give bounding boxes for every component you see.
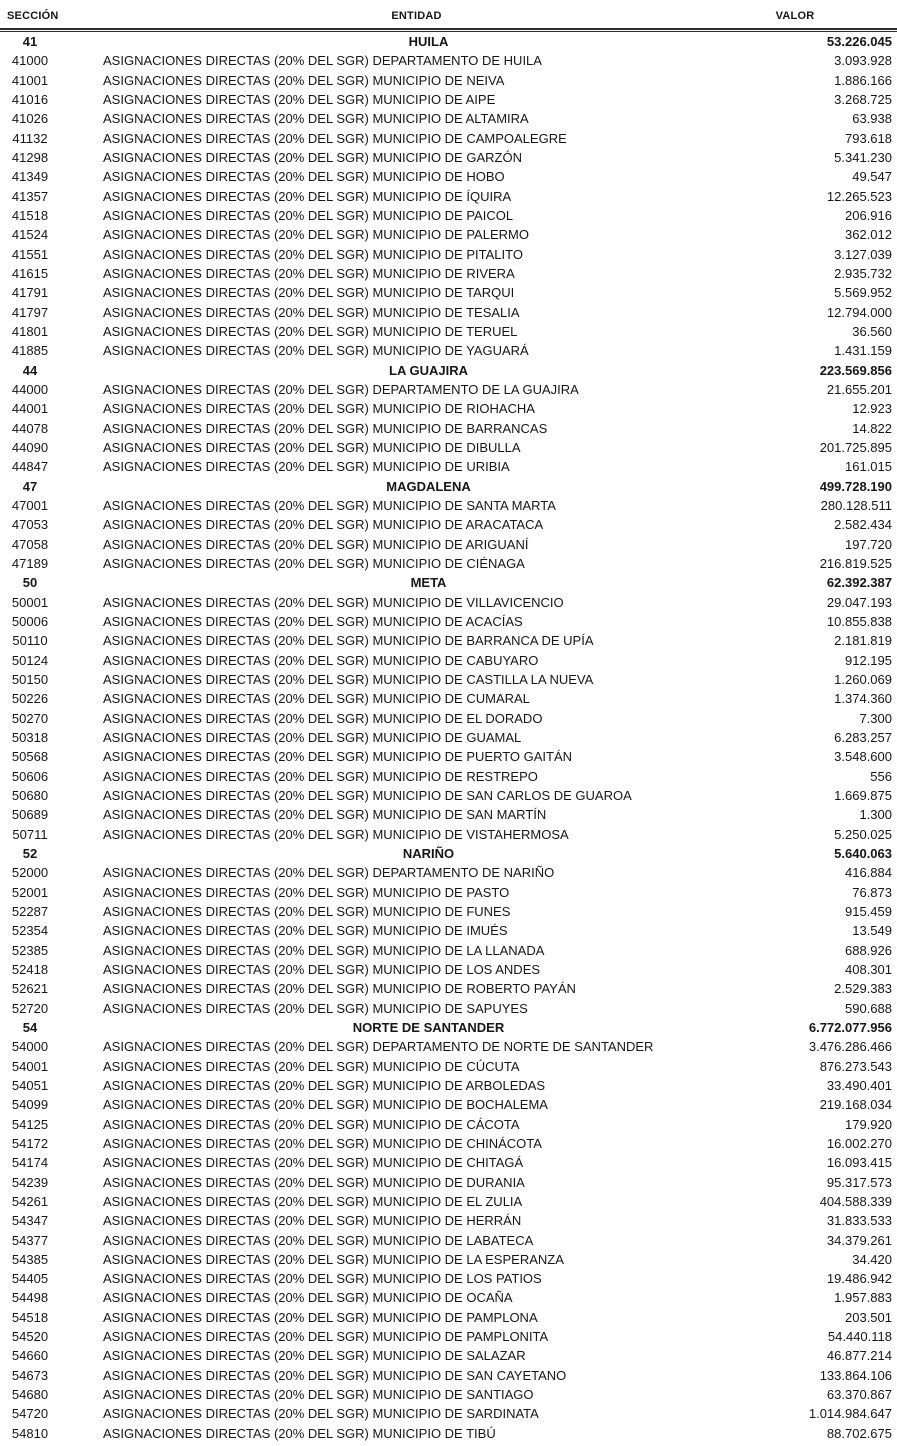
table-row <box>0 1230 897 1249</box>
cell-valor: 223.569.856 <box>819 362 892 378</box>
table-row <box>0 1288 897 1307</box>
table-row <box>0 1346 897 1365</box>
cell-seccion-code: 50150 <box>11 671 49 687</box>
cell-seccion-code: 50 <box>22 575 38 591</box>
table-row <box>0 940 897 959</box>
cell-seccion-code: 52354 <box>11 923 49 939</box>
cell-entidad: ASIGNACIONES DIRECTAS (20% DEL SGR) MUNICIPIO DE RIOHACHA <box>103 401 535 417</box>
cell-entidad: ASIGNACIONES DIRECTAS (20% DEL SGR) MUNICIPIO DE BOCHALEMA <box>103 1097 548 1113</box>
cell-entidad: ASIGNACIONES DIRECTAS (20% DEL SGR) MUNICIPIO DE PAICOL <box>103 208 514 224</box>
table-row <box>0 979 897 998</box>
cell-valor: 2.529.383 <box>834 981 892 997</box>
cell-entidad: ASIGNACIONES DIRECTAS (20% DEL SGR) MUNICIPIO DE HERRÁN <box>103 1213 522 1229</box>
table-row <box>0 1404 897 1423</box>
cell-seccion-code: 44847 <box>11 459 49 475</box>
cell-valor: 133.864.106 <box>819 1367 892 1383</box>
cell-entidad: ASIGNACIONES DIRECTAS (20% DEL SGR) MUNICIPIO DE SANTA MARTA <box>103 498 556 514</box>
cell-valor: 404.588.339 <box>819 1193 892 1209</box>
cell-entidad: ASIGNACIONES DIRECTAS (20% DEL SGR) MUNICIPIO DE SAPUYES <box>103 1000 528 1016</box>
table-row <box>0 612 897 631</box>
cell-valor: 3.476.286.466 <box>808 1039 892 1055</box>
table-row <box>0 1037 897 1056</box>
cell-entidad: ASIGNACIONES DIRECTAS (20% DEL SGR) MUNICIPIO DE AIPE <box>103 92 496 108</box>
cell-seccion-code: 54099 <box>11 1097 49 1113</box>
cell-entidad: ASIGNACIONES DIRECTAS (20% DEL SGR) MUNICIPIO DE CHINÁCOTA <box>103 1135 542 1151</box>
cell-seccion-code: 50689 <box>11 807 49 823</box>
table-row <box>0 438 897 457</box>
cell-entidad: ASIGNACIONES DIRECTAS (20% DEL SGR) MUNICIPIO DE PAMPLONITA <box>103 1329 549 1345</box>
cell-seccion-code: 50318 <box>11 729 49 745</box>
table-row-section-total <box>0 361 897 380</box>
cell-seccion-code: 50680 <box>11 787 49 803</box>
cell-seccion-code: 54 <box>22 1019 38 1035</box>
cell-entidad: ASIGNACIONES DIRECTAS (20% DEL SGR) MUNICIPIO DE CABUYARO <box>103 652 539 668</box>
cell-entidad: ASIGNACIONES DIRECTAS (20% DEL SGR) MUNICIPIO DE CHITAGÁ <box>103 1155 524 1171</box>
cell-seccion-code: 41791 <box>11 285 49 301</box>
cell-valor: 36.560 <box>852 324 892 340</box>
table-row <box>0 109 897 128</box>
cell-seccion-code: 50606 <box>11 768 49 784</box>
cell-seccion-code: 41551 <box>11 246 49 262</box>
table-row <box>0 670 897 689</box>
cell-valor: 161.015 <box>845 459 892 475</box>
table-row <box>0 593 897 612</box>
cell-valor: 14.822 <box>852 420 892 436</box>
cell-entidad: ASIGNACIONES DIRECTAS (20% DEL SGR) MUNICIPIO DE GUAMAL <box>103 729 522 745</box>
cell-entidad: ASIGNACIONES DIRECTAS (20% DEL SGR) DEPARTAMENTO DE NARIÑO <box>103 865 555 881</box>
cell-valor: 12.794.000 <box>826 304 892 320</box>
cell-seccion-code: 54347 <box>11 1213 49 1229</box>
cell-seccion-code: 44001 <box>11 401 49 417</box>
cell-valor: 33.490.401 <box>826 1077 892 1093</box>
table-row <box>0 863 897 882</box>
table-row <box>0 1114 897 1133</box>
table-row <box>0 651 897 670</box>
cell-entidad: ASIGNACIONES DIRECTAS (20% DEL SGR) MUNICIPIO DE ARBOLEDAS <box>103 1077 546 1093</box>
cell-entidad: ASIGNACIONES DIRECTAS (20% DEL SGR) MUNICIPIO DE HOBO <box>103 169 505 185</box>
cell-entidad: ASIGNACIONES DIRECTAS (20% DEL SGR) MUNICIPIO DE LOS PATIOS <box>103 1271 542 1287</box>
table-row <box>0 824 897 843</box>
cell-entidad: ASIGNACIONES DIRECTAS (20% DEL SGR) MUNICIPIO DE LABATECA <box>103 1232 534 1248</box>
table-row <box>0 167 897 186</box>
cell-entidad: ASIGNACIONES DIRECTAS (20% DEL SGR) MUNICIPIO DE EL DORADO <box>103 710 543 726</box>
cell-entidad: ASIGNACIONES DIRECTAS (20% DEL SGR) MUNICIPIO DE LA ESPERANZA <box>103 1251 564 1267</box>
table-row <box>0 1172 897 1191</box>
cell-seccion-code: 54174 <box>11 1155 49 1171</box>
cell-entidad: ASIGNACIONES DIRECTAS (20% DEL SGR) MUNICIPIO DE ROBERTO PAYÁN <box>103 981 576 997</box>
cell-valor: 793.618 <box>845 130 892 146</box>
cell-entidad: ASIGNACIONES DIRECTAS (20% DEL SGR) MUNICIPIO DE SAN MARTÍN <box>103 807 547 823</box>
cell-valor: 1.669.875 <box>834 787 892 803</box>
cell-valor: 362.012 <box>845 227 892 243</box>
table-row <box>0 341 897 360</box>
table-row <box>0 786 897 805</box>
cell-seccion-code: 52 <box>22 845 38 861</box>
table-row <box>0 766 897 785</box>
cell-valor: 688.926 <box>845 942 892 958</box>
cell-seccion-code: 54261 <box>11 1193 49 1209</box>
cell-valor: 2.935.732 <box>834 266 892 282</box>
table-row <box>0 689 897 708</box>
cell-entidad: ASIGNACIONES DIRECTAS (20% DEL SGR) MUNICIPIO DE DIBULLA <box>103 440 521 456</box>
cell-valor: 408.301 <box>845 961 892 977</box>
cell-valor: 6.283.257 <box>834 729 892 745</box>
cell-seccion-code: 54720 <box>11 1406 49 1422</box>
cell-seccion-code: 41357 <box>11 188 49 204</box>
table-row <box>0 322 897 341</box>
cell-entidad: ASIGNACIONES DIRECTAS (20% DEL SGR) MUNICIPIO DE ACACÍAS <box>103 614 523 629</box>
cell-seccion-code: 52287 <box>11 903 49 919</box>
cell-valor: 2.181.819 <box>834 633 892 649</box>
cell-seccion-code: 41524 <box>11 227 49 243</box>
table-row <box>0 1192 897 1211</box>
cell-valor: 95.317.573 <box>826 1174 892 1190</box>
table-row <box>0 51 897 70</box>
cell-seccion-code: 54000 <box>11 1039 49 1055</box>
table-row <box>0 998 897 1017</box>
cell-valor: 54.440.118 <box>827 1329 892 1345</box>
cell-seccion-code: 47 <box>22 478 38 494</box>
cell-valor: 2.582.434 <box>834 517 892 533</box>
cell-valor: 88.702.675 <box>826 1425 892 1441</box>
table-row <box>0 1250 897 1269</box>
cell-seccion-code: 41885 <box>11 343 49 359</box>
cell-entidad: ASIGNACIONES DIRECTAS (20% DEL SGR) MUNICIPIO DE EL ZULIA <box>103 1193 523 1209</box>
table-row-section-total <box>0 844 897 863</box>
cell-seccion-code: 41298 <box>11 150 49 166</box>
cell-entidad: HUILA <box>408 34 449 50</box>
column-header-valor: VALOR <box>775 10 815 22</box>
cell-valor: 1.886.166 <box>834 72 892 88</box>
cell-entidad: ASIGNACIONES DIRECTAS (20% DEL SGR) MUNICIPIO DE TARQUI <box>103 285 515 301</box>
cell-valor: 556 <box>870 768 892 784</box>
cell-seccion-code: 47001 <box>11 498 49 514</box>
cell-valor: 1.260.069 <box>834 671 892 687</box>
cell-seccion-code: 44090 <box>11 440 49 456</box>
cell-entidad: ASIGNACIONES DIRECTAS (20% DEL SGR) MUNICIPIO DE ÍQUIRA <box>103 188 512 204</box>
cell-seccion-code: 52418 <box>11 961 49 977</box>
table-row <box>0 457 897 476</box>
cell-entidad: ASIGNACIONES DIRECTAS (20% DEL SGR) MUNICIPIO DE PASTO <box>103 884 510 900</box>
cell-seccion-code: 50568 <box>11 749 49 765</box>
cell-seccion-code: 41349 <box>11 169 49 185</box>
cell-entidad: ASIGNACIONES DIRECTAS (20% DEL SGR) DEPARTAMENTO DE HUILA <box>103 53 542 69</box>
table-row <box>0 882 897 901</box>
cell-seccion-code: 44000 <box>11 382 49 398</box>
table-row <box>0 631 897 650</box>
cell-seccion-code: 54125 <box>11 1116 49 1132</box>
cell-entidad: ASIGNACIONES DIRECTAS (20% DEL SGR) MUNICIPIO DE BARRANCAS <box>103 420 548 436</box>
table-row <box>0 225 897 244</box>
cell-entidad: ASIGNACIONES DIRECTAS (20% DEL SGR) MUNICIPIO DE SAN CARLOS DE GUAROA <box>103 787 632 803</box>
table-row <box>0 206 897 225</box>
cell-valor: 3.268.725 <box>834 92 892 108</box>
table-row <box>0 245 897 264</box>
cell-entidad: ASIGNACIONES DIRECTAS (20% DEL SGR) MUNICIPIO DE CAMPOALEGRE <box>103 130 567 146</box>
cell-seccion-code: 54518 <box>11 1309 49 1325</box>
cell-valor: 63.370.867 <box>826 1387 892 1403</box>
cell-seccion-code: 47053 <box>11 517 49 533</box>
cell-valor: 29.047.193 <box>826 594 892 610</box>
table-row <box>0 1211 897 1230</box>
cell-valor: 590.688 <box>845 1000 892 1016</box>
table-row <box>0 747 897 766</box>
cell-entidad: ASIGNACIONES DIRECTAS (20% DEL SGR) MUNICIPIO DE LA LLANADA <box>103 942 545 958</box>
table-row <box>0 148 897 167</box>
cell-entidad: ASIGNACIONES DIRECTAS (20% DEL SGR) MUNICIPIO DE SALAZAR <box>103 1348 526 1364</box>
table-row <box>0 1424 897 1443</box>
cell-entidad: ASIGNACIONES DIRECTAS (20% DEL SGR) MUNICIPIO DE DURANIA <box>103 1174 525 1190</box>
cell-entidad: ASIGNACIONES DIRECTAS (20% DEL SGR) MUNICIPIO DE SANTIAGO <box>103 1387 534 1403</box>
cell-valor: 53.226.045 <box>826 34 892 50</box>
cell-seccion-code: 50124 <box>11 652 49 668</box>
cell-seccion-code: 54520 <box>11 1329 49 1345</box>
cell-valor: 3.548.600 <box>834 749 892 765</box>
cell-valor: 7.300 <box>859 710 892 726</box>
cell-seccion-code: 54051 <box>11 1077 49 1093</box>
cell-seccion-code: 41797 <box>11 304 49 320</box>
cell-seccion-code: 54680 <box>11 1387 49 1403</box>
cell-valor: 3.127.039 <box>834 246 892 262</box>
cell-valor: 915.459 <box>845 903 892 919</box>
table-row <box>0 805 897 824</box>
table-row <box>0 1269 897 1288</box>
cell-seccion-code: 50711 <box>12 826 48 842</box>
cell-seccion-code: 41000 <box>11 53 49 69</box>
table-row <box>0 1308 897 1327</box>
cell-entidad: ASIGNACIONES DIRECTAS (20% DEL SGR) DEPARTAMENTO DE LA GUAJIRA <box>103 382 579 398</box>
cell-entidad: ASIGNACIONES DIRECTAS (20% DEL SGR) DEPARTAMENTO DE NORTE DE SANTANDER <box>103 1039 654 1055</box>
cell-valor: 31.833.533 <box>826 1213 892 1229</box>
cell-entidad: ASIGNACIONES DIRECTAS (20% DEL SGR) MUNICIPIO DE CIÉNAGA <box>103 556 525 572</box>
cell-valor: 6.772.077.956 <box>808 1019 892 1035</box>
table-row-section-total <box>0 573 897 592</box>
cell-entidad: ASIGNACIONES DIRECTAS (20% DEL SGR) MUNICIPIO DE SAN CAYETANO <box>103 1367 567 1383</box>
cell-entidad: ASIGNACIONES DIRECTAS (20% DEL SGR) MUNICIPIO DE TIBÚ <box>103 1425 496 1441</box>
cell-seccion-code: 50006 <box>11 614 49 629</box>
cell-valor: 13.549 <box>852 923 892 939</box>
cell-seccion-code: 50226 <box>11 691 49 707</box>
cell-seccion-code: 54239 <box>11 1174 49 1190</box>
cell-seccion-code: 54810 <box>11 1425 49 1441</box>
cell-valor: 5.569.952 <box>834 285 892 301</box>
table-row <box>0 1095 897 1114</box>
cell-seccion-code: 44078 <box>11 420 49 436</box>
table-row <box>0 419 897 438</box>
cell-entidad: ASIGNACIONES DIRECTAS (20% DEL SGR) MUNICIPIO DE SARDINATA <box>103 1406 539 1422</box>
table-row <box>0 399 897 418</box>
cell-valor: 3.093.928 <box>834 53 892 69</box>
cell-entidad: ASIGNACIONES DIRECTAS (20% DEL SGR) MUNICIPIO DE ARIGUANÍ <box>103 536 529 552</box>
table-row <box>0 708 897 727</box>
cell-valor: 5.640.063 <box>834 845 892 861</box>
table-row <box>0 1056 897 1075</box>
cell-entidad: ASIGNACIONES DIRECTAS (20% DEL SGR) MUNICIPIO DE PITALITO <box>103 246 523 262</box>
cell-seccion-code: 50110 <box>12 633 48 649</box>
cell-valor: 12.265.523 <box>826 188 892 204</box>
cell-valor: 46.877.214 <box>826 1348 892 1364</box>
table-row <box>0 1366 897 1385</box>
cell-entidad: ASIGNACIONES DIRECTAS (20% DEL SGR) MUNICIPIO DE RESTREPO <box>103 768 538 784</box>
cell-valor: 912.195 <box>845 652 892 668</box>
cell-valor: 179.920 <box>845 1116 892 1132</box>
cell-seccion-code: 50001 <box>11 594 49 610</box>
cell-seccion-code: 54377 <box>11 1232 49 1248</box>
table-row <box>0 535 897 554</box>
cell-valor: 63.938 <box>852 111 892 127</box>
cell-valor: 21.655.201 <box>826 382 892 398</box>
column-header-entidad: ENTIDAD <box>391 10 442 22</box>
cell-seccion-code: 54405 <box>11 1271 49 1287</box>
cell-seccion-code: 54673 <box>11 1367 49 1383</box>
cell-entidad: ASIGNACIONES DIRECTAS (20% DEL SGR) MUNICIPIO DE GARZÓN <box>103 150 522 166</box>
cell-seccion-code: 54498 <box>11 1290 49 1306</box>
cell-seccion-code: 54001 <box>11 1058 49 1074</box>
cell-entidad: ASIGNACIONES DIRECTAS (20% DEL SGR) MUNICIPIO DE CASTILLA LA NUEVA <box>103 671 594 687</box>
cell-valor: 19.486.942 <box>826 1271 892 1287</box>
cell-entidad: ASIGNACIONES DIRECTAS (20% DEL SGR) MUNICIPIO DE CÁCOTA <box>103 1116 520 1132</box>
cell-valor: 1.014.984.647 <box>808 1406 892 1422</box>
cell-seccion-code: 52000 <box>11 865 49 881</box>
cell-valor: 5.250.025 <box>834 826 892 842</box>
table-row <box>0 187 897 206</box>
cell-seccion-code: 52621 <box>11 981 49 997</box>
cell-seccion-code: 54660 <box>11 1348 49 1364</box>
cell-entidad: ASIGNACIONES DIRECTAS (20% DEL SGR) MUNICIPIO DE OCAÑA <box>103 1290 513 1306</box>
cell-valor: 499.728.190 <box>819 478 892 494</box>
table-row <box>0 728 897 747</box>
cell-seccion-code: 52385 <box>11 942 49 958</box>
cell-seccion-code: 44 <box>22 362 38 378</box>
cell-entidad: ASIGNACIONES DIRECTAS (20% DEL SGR) MUNICIPIO DE FUNES <box>103 903 511 919</box>
cell-entidad: MAGDALENA <box>386 478 471 494</box>
cell-valor: 197.720 <box>845 536 892 552</box>
table-row-section-total <box>0 32 897 51</box>
cell-seccion-code: 47058 <box>11 536 49 552</box>
cell-entidad: ASIGNACIONES DIRECTAS (20% DEL SGR) MUNICIPIO DE TESALIA <box>103 304 520 320</box>
cell-valor: 16.093.415 <box>826 1155 892 1171</box>
table-row <box>0 515 897 534</box>
cell-entidad: ASIGNACIONES DIRECTAS (20% DEL SGR) MUNICIPIO DE VILLAVICENCIO <box>103 594 564 610</box>
cell-valor: 201.725.895 <box>819 440 892 456</box>
cell-seccion-code: 41 <box>22 34 38 50</box>
cell-seccion-code: 41016 <box>11 92 49 108</box>
table-row <box>0 129 897 148</box>
table-row <box>0 960 897 979</box>
cell-entidad: ASIGNACIONES DIRECTAS (20% DEL SGR) MUNICIPIO DE VISTAHERMOSA <box>103 826 569 842</box>
cell-seccion-code: 41615 <box>11 266 49 282</box>
table-header-row <box>0 0 897 22</box>
cell-valor: 219.168.034 <box>819 1097 892 1113</box>
cell-seccion-code: 54385 <box>11 1251 49 1267</box>
cell-valor: 280.128.511 <box>820 498 892 514</box>
cell-seccion-code: 54172 <box>11 1135 49 1151</box>
cell-seccion-code: 41801 <box>11 324 49 340</box>
table-row <box>0 496 897 515</box>
cell-entidad: ASIGNACIONES DIRECTAS (20% DEL SGR) MUNICIPIO DE CUMARAL <box>103 691 530 707</box>
table-row <box>0 1327 897 1346</box>
cell-valor: 12.923 <box>852 401 892 417</box>
cell-seccion-code: 47189 <box>11 556 49 572</box>
cell-seccion-code: 41132 <box>12 130 48 146</box>
cell-entidad: ASIGNACIONES DIRECTAS (20% DEL SGR) MUNICIPIO DE NEIVA <box>103 72 505 88</box>
cell-valor: 10.855.838 <box>826 614 892 629</box>
cell-entidad: NORTE DE SANTANDER <box>352 1019 505 1035</box>
cell-valor: 34.420 <box>852 1251 892 1267</box>
cell-entidad: ASIGNACIONES DIRECTAS (20% DEL SGR) MUNICIPIO DE ARACATACA <box>103 517 544 533</box>
table-row <box>0 921 897 940</box>
cell-entidad: NARIÑO <box>402 845 455 861</box>
cell-entidad: ASIGNACIONES DIRECTAS (20% DEL SGR) MUNICIPIO DE LOS ANDES <box>103 961 541 977</box>
table-row <box>0 1153 897 1172</box>
cell-seccion-code: 52720 <box>11 1000 49 1016</box>
cell-valor: 203.501 <box>845 1309 892 1325</box>
table-row <box>0 264 897 283</box>
cell-entidad: ASIGNACIONES DIRECTAS (20% DEL SGR) MUNICIPIO DE PUERTO GAITÁN <box>103 749 573 765</box>
cell-valor: 876.273.543 <box>819 1058 892 1074</box>
cell-entidad: ASIGNACIONES DIRECTAS (20% DEL SGR) MUNICIPIO DE ALTAMIRA <box>103 111 529 127</box>
column-header-seccion: SECCIÓN <box>7 10 59 22</box>
cell-entidad: ASIGNACIONES DIRECTAS (20% DEL SGR) MUNICIPIO DE URIBIA <box>103 459 510 475</box>
cell-entidad: META <box>410 575 447 591</box>
cell-valor: 49.547 <box>852 169 892 185</box>
table-row <box>0 1134 897 1153</box>
table-row <box>0 1076 897 1095</box>
cell-entidad: LA GUAJIRA <box>389 362 468 378</box>
cell-valor: 1.431.159 <box>834 343 892 359</box>
cell-entidad: ASIGNACIONES DIRECTAS (20% DEL SGR) MUNICIPIO DE TERUEL <box>103 324 518 340</box>
cell-entidad: ASIGNACIONES DIRECTAS (20% DEL SGR) MUNICIPIO DE PALERMO <box>103 227 529 243</box>
table-row-section-total <box>0 477 897 496</box>
cell-valor: 1.374.360 <box>834 691 892 707</box>
table-row <box>0 380 897 399</box>
cell-valor: 216.819.525 <box>819 556 892 572</box>
table-row <box>0 90 897 109</box>
cell-entidad: ASIGNACIONES DIRECTAS (20% DEL SGR) MUNICIPIO DE RIVERA <box>103 266 515 282</box>
cell-entidad: ASIGNACIONES DIRECTAS (20% DEL SGR) MUNICIPIO DE CÚCUTA <box>103 1058 520 1074</box>
cell-valor: 62.392.387 <box>826 575 892 591</box>
cell-valor: 1.300 <box>859 807 892 823</box>
cell-valor: 76.873 <box>852 884 892 900</box>
table-row <box>0 554 897 573</box>
table-row <box>0 902 897 921</box>
table-row <box>0 283 897 302</box>
cell-seccion-code: 50270 <box>11 710 49 726</box>
cell-seccion-code: 41518 <box>11 208 49 224</box>
cell-seccion-code: 41001 <box>11 72 49 88</box>
cell-valor: 5.341.230 <box>834 150 892 166</box>
cell-valor: 16.002.270 <box>826 1135 892 1151</box>
cell-valor: 206.916 <box>845 208 892 224</box>
cell-entidad: ASIGNACIONES DIRECTAS (20% DEL SGR) MUNICIPIO DE BARRANCA DE UPÍA <box>103 633 594 649</box>
cell-valor: 1.957.883 <box>834 1290 892 1306</box>
cell-seccion-code: 52001 <box>11 884 49 900</box>
cell-valor: 416.884 <box>845 865 892 881</box>
cell-entidad: ASIGNACIONES DIRECTAS (20% DEL SGR) MUNICIPIO DE YAGUARÁ <box>103 343 529 359</box>
table-body <box>0 32 897 1443</box>
table-row <box>0 1385 897 1404</box>
cell-seccion-code: 41026 <box>11 111 49 127</box>
cell-entidad: ASIGNACIONES DIRECTAS (20% DEL SGR) MUNICIPIO DE IMUÉS <box>103 923 508 939</box>
table-row <box>0 71 897 90</box>
table-row <box>0 303 897 322</box>
table-row-section-total <box>0 1018 897 1037</box>
cell-entidad: ASIGNACIONES DIRECTAS (20% DEL SGR) MUNICIPIO DE PAMPLONA <box>103 1309 538 1325</box>
cell-valor: 34.379.261 <box>826 1232 892 1248</box>
